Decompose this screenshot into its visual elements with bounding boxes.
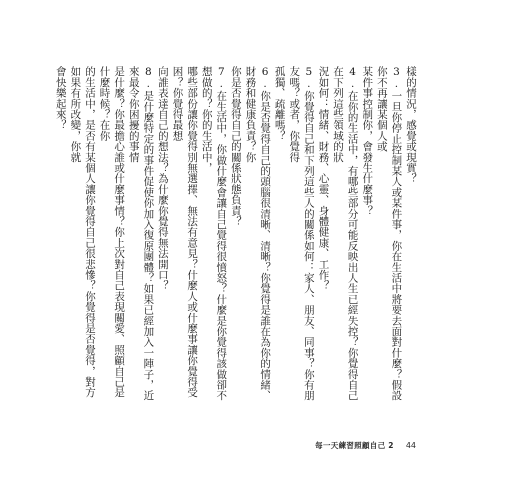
question-8: 8.是什麼特定的事件促使你加入復原團體？如果已經加入一陣子，近來最令你困擾的事情 是什麼？你最擔心誰或什麼事情？你上次對自己表現關愛、照顧自己是什麼時候？在你 的生活中，是否有某個人讓你覺得自己很悲慘？你覺得是否覺得，對方如果有所改變，你就 會快樂起來？ [54, 66, 155, 401]
question-3: 3.一旦你停止控制某人或某件事，你在生活中將要去面對什麼？假設你不再讓某個人或 某件事控制你，會發生什麼事？ [361, 66, 403, 401]
question-4: 4.在你的生活中，有哪些部分可能反映出人生已經失控？你覺得自己在下列這些領域的狀 況如何：情緒、財務、心靈、身體健康、工作？ [317, 66, 359, 401]
page-number: 44 [405, 441, 416, 450]
vertical-text-body [53, 66, 418, 406]
book-title: 每一天練習照顧自己 2 [315, 441, 394, 450]
page-footer [315, 440, 416, 451]
question-7: 7.在生活中，你做什麼會讓自己覺得很憤怒？什麼是你覺得該做卻不想做的？你的生活中， 哪些部份讓你覺得別無選擇、無法有意見？什麼人或什麼事讓你覺得受困？你覺得最想 向誰表達自己的想法？為什麼你覺得無法開口？ [156, 66, 228, 401]
paragraph-0: 樣的情況，感覺或現實？ [405, 66, 417, 184]
question-6: 6.你是否覺得自己的頭腦很清晰、清晰？你覺得是誰在為你的情緒、財務和健康負責？你 你是否覺得自己的關係狀態負責？ [229, 66, 272, 401]
question-5: 5.你覺得自己和下列這些人的關係如何：家人、朋友、同事？你有朋友嗎？或者，你覺得 孤獨、疏離嗎？ [273, 66, 315, 401]
